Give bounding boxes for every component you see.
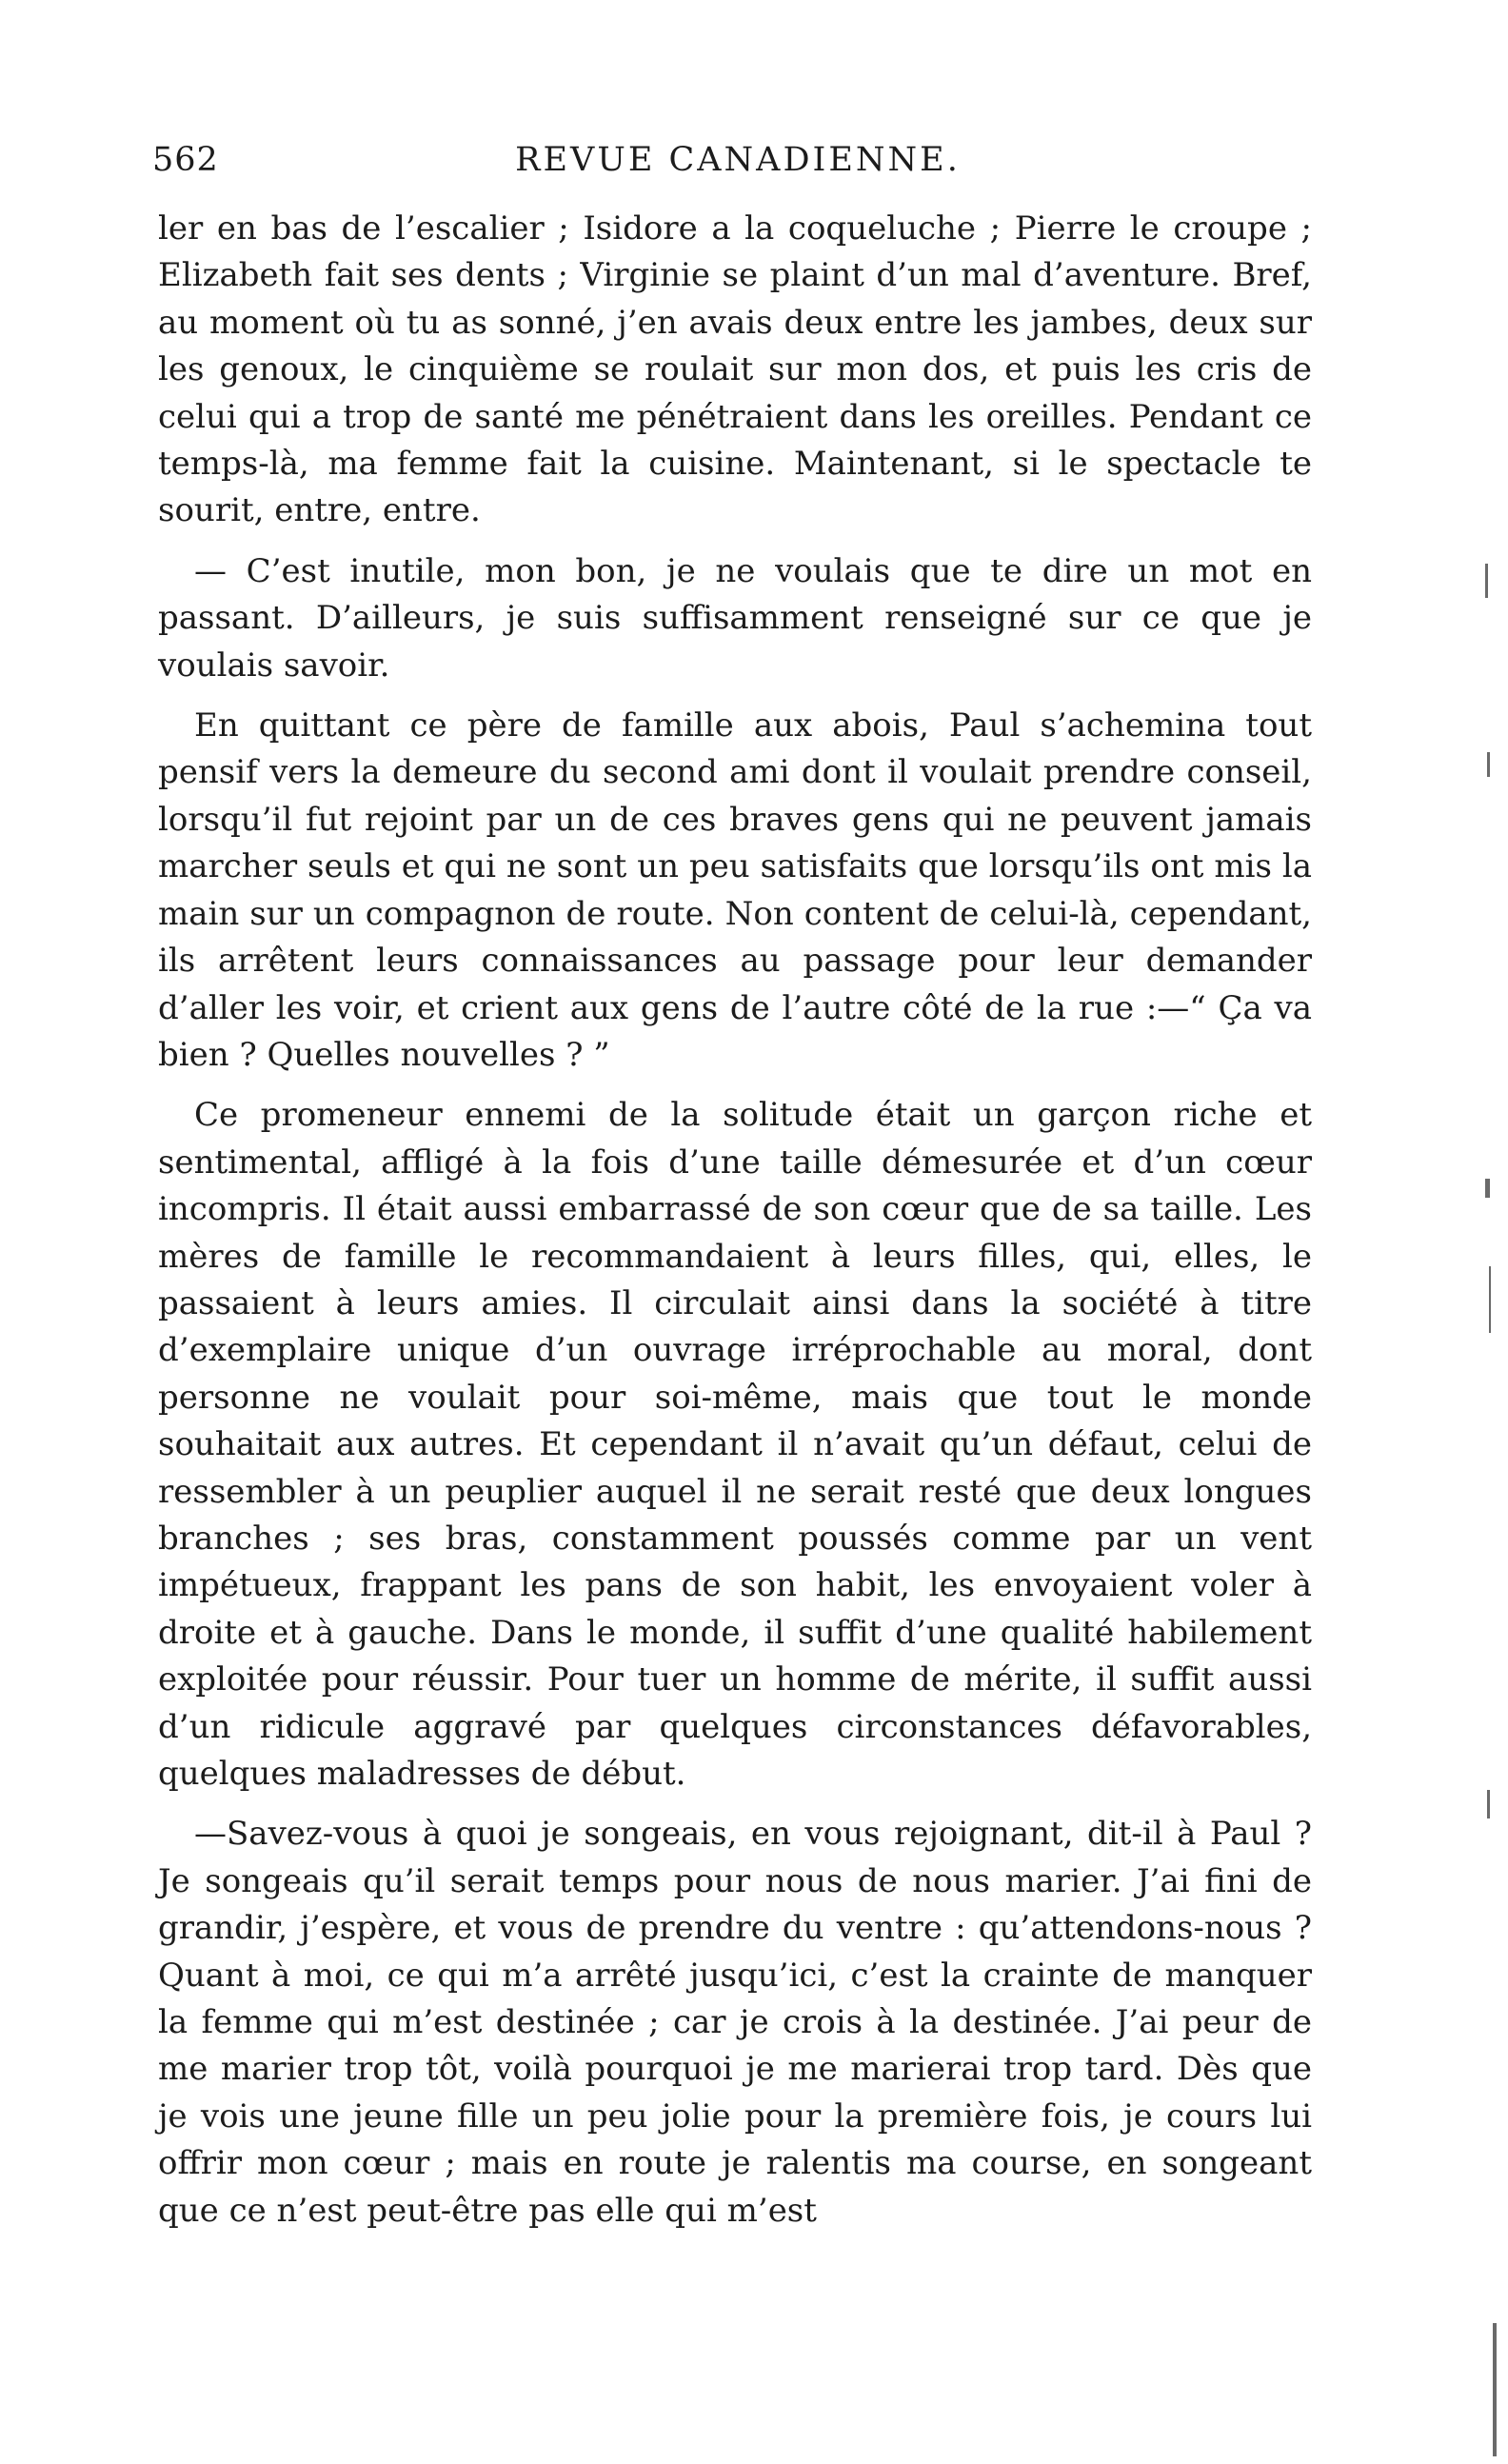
scan-edge-mark: [1485, 1179, 1490, 1198]
body-text: [158, 206, 1312, 2235]
paragraph-character-portrait: Ce promeneur ennemi de la solitude était un garçon riche et sentimental, affligé à la fois d’une taille démesurée et d’un cœur incompris. Il était aussi embarrassé de son cœur que de sa taille. Les mères de famille le recommandaient à leurs filles, qui, elles, le passaient à leurs amies. Il circulait ainsi dans la société à titre d’exemplaire unique d’un ouvrage irréprochable au moral, dont personne ne voulait pour soi-même, mais que tout le monde souhaitait aux autres. Et cependant il n’avait qu’un défaut, celui de ressembler à un peuplier auquel il ne serait resté que deux longues branches ; ses bras, constamment poussés comme par un vent impétueux, frappant les pans de son habit, les envoyaient voler à droite et à gauche. Dans le monde, il suffit d’une qualité habilement exploitée pour réussir. Pour tuer un homme de mérite, il suffit aussi d’un ridicule aggravé par quelques circonstances défavorables, quelques maladresses de début.: [158, 1096, 1312, 1793]
running-head: [152, 141, 1323, 189]
scan-edge-mark: [1487, 1790, 1490, 1818]
scan-edge-mark: [1489, 1266, 1491, 1333]
scan-edge-mark: [1493, 2323, 1497, 2456]
scan-edge-mark: [1485, 564, 1488, 598]
scan-edge-mark: [1487, 752, 1490, 777]
paragraph-dialogue-speech: —Savez-vous à quoi je songeais, en vous rejoignant, dit-il à Paul ? Je songeais qu’il serait temps pour nous de nous marier. J’ai fini de grandir, j’espère, et vous de prendre du ventre : qu’attendons-nous ? Quant à moi, ce qui m’a arrêté jusqu’ici, c’est la crainte de manquer la femme qui m’est destinée ; car je crois à la destinée. J’ai peur de me marier trop tôt, voilà pourquoi je me marierai trop tard. Dès que je vois une jeune fille un peu jolie pour la première fois, je cours lui offrir mon cœur ; mais en route je ralentis ma course, en songeant que ce n’est peut-être pas elle qui m’est: [158, 1815, 1312, 2230]
paragraph-continuation: ler en bas de l’escalier ; Isidore a la coqueluche ; Pierre le croupe ; Elizabeth fait ses dents ; Virginie se plaint d’un mal d’aventure. Bref, au moment où tu as sonné, j’en avais deux entre les jambes, deux sur les genoux, le cinquième se roulait sur mon dos, et puis les cris de celui qui a trop de santé me pénétraient dans les oreilles. Pendant ce temps-là, ma femme fait la cuisine. Maintenant, si le spectacle te sourit, entre, entre.: [158, 209, 1312, 530]
page-number: 562: [152, 141, 219, 179]
scan-edge-marks: [1479, 0, 1508, 2464]
paragraph-dialogue-reply: — C’est inutile, mon bon, je ne voulais que te dire un mot en passant. D’ailleurs, je suis suffisamment renseigné sur ce que je voulais savoir.: [158, 551, 1312, 685]
paragraph-narration: En quittant ce père de famille aux abois, Paul s’achemina tout pensif vers la demeure du second ami dont il voulait prendre conseil, lorsqu’il fut rejoint par un de ces braves gens qui ne peuvent jamais marcher seuls et qui ne sont un peu satisfaits que lorsqu’ils ont mis la main sur un compagnon de route. Non content de celui-là, cependant, ils arrêtent leurs connaissances au passage pour leur demander d’aller les voir, et crient aux gens de l’autre côté de la rue :—“ Ça va bien ? Quelles nouvelles ? ”: [158, 706, 1312, 1074]
journal-title: REVUE CANADIENNE.: [515, 141, 961, 179]
